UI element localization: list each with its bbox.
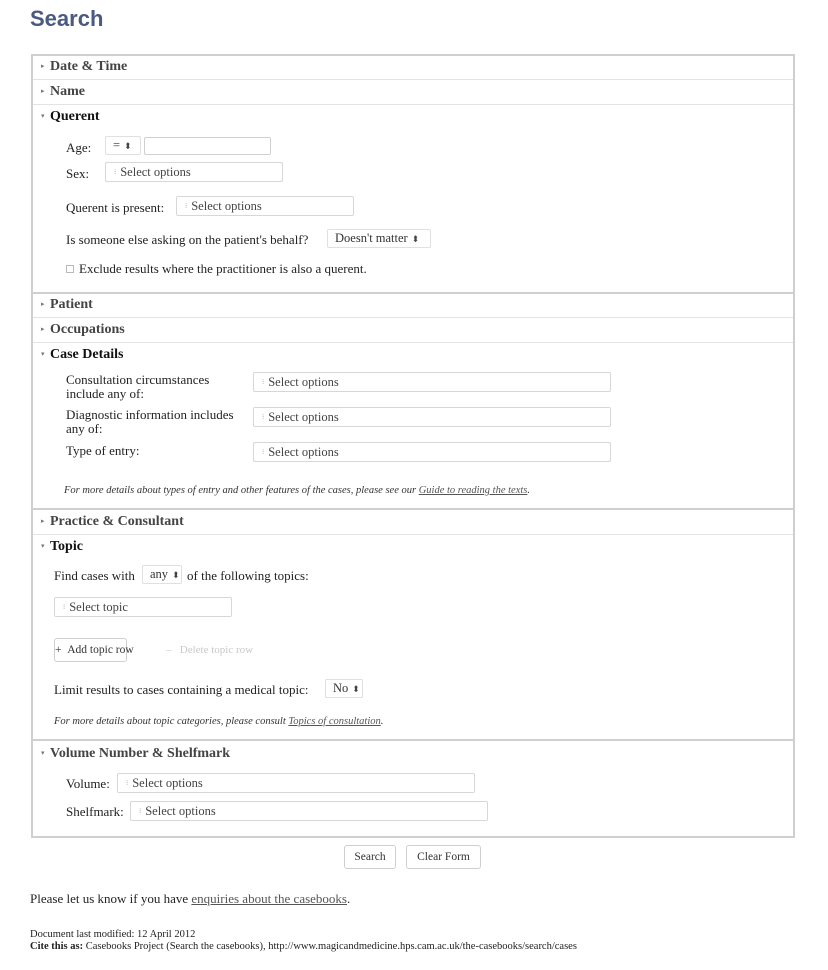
querent-present-placeholder: Select options — [191, 199, 262, 213]
querent-present-label: Querent is present: — [66, 200, 165, 215]
search-button[interactable]: Search — [344, 845, 396, 869]
section-header-querent[interactable] — [41, 109, 100, 125]
plus-icon: + — [55, 644, 62, 656]
section-title: Case Details — [50, 347, 124, 362]
age-input[interactable] — [144, 137, 271, 155]
age-operator-value: = — [113, 138, 121, 152]
section-header-occupations[interactable] — [41, 322, 125, 338]
clear-form-button[interactable]: Clear Form — [406, 845, 481, 869]
entry-type-placeholder: Select options — [268, 445, 339, 459]
search-form — [31, 54, 795, 838]
age-label: Age: — [66, 140, 92, 155]
select-dots-icon: ⁝ — [262, 378, 265, 386]
triangle-right-icon: ▸ — [41, 62, 45, 70]
triangle-down-icon: ▾ — [41, 112, 45, 120]
section-header-volume[interactable] — [41, 746, 230, 762]
limit-medical-value: No — [333, 681, 349, 695]
topic-placeholder: Select topic — [69, 600, 128, 614]
age-operator-select[interactable] — [105, 136, 141, 155]
triangle-right-icon: ▸ — [41, 517, 45, 525]
citation — [30, 941, 577, 952]
circumstances-select[interactable] — [253, 372, 611, 392]
section-title: Occupations — [50, 322, 125, 337]
cite-label: Cite this as: — [30, 941, 84, 952]
page-title: Search — [30, 6, 104, 31]
section-case-details — [33, 344, 793, 510]
limit-medical-select[interactable] — [325, 679, 363, 698]
following-topics-label: of the following topics: — [187, 568, 309, 583]
note-suffix: . — [527, 485, 530, 496]
note-text: For more details about types of entry and other features of the cases, please see our — [64, 485, 419, 496]
querent-present-select[interactable] — [176, 196, 354, 216]
find-cases-label: Find cases with — [54, 568, 135, 583]
diagnostic-placeholder: Select options — [268, 410, 339, 424]
entry-type-select[interactable] — [253, 442, 611, 462]
volume-label: Volume: — [66, 776, 110, 791]
triangle-right-icon: ▸ — [41, 87, 45, 95]
updown-icon: ⬍ — [352, 684, 360, 694]
section-header-date-time[interactable] — [41, 59, 127, 75]
section-header-topic[interactable] — [41, 539, 83, 555]
case-details-note — [64, 485, 530, 496]
guide-reading-texts-link[interactable]: Guide to reading the texts — [418, 485, 528, 496]
triangle-right-icon: ▸ — [41, 300, 45, 308]
section-volume — [33, 743, 793, 836]
topics-consultation-link[interactable]: Topics of consultation — [288, 716, 381, 727]
add-topic-row-button[interactable] — [54, 638, 134, 662]
section-occupations — [33, 319, 793, 343]
section-header-patient[interactable] — [41, 297, 93, 313]
updown-icon: ⬍ — [411, 234, 420, 244]
select-dots-icon: ⁝ — [262, 413, 265, 421]
shelfmark-label: Shelfmark: — [66, 804, 124, 819]
section-querent — [33, 106, 793, 294]
triangle-down-icon: ▾ — [41, 542, 45, 550]
section-patient — [33, 294, 793, 318]
diagnostic-label: Diagnostic information includes any of: — [66, 407, 234, 436]
topic-match-value: any — [150, 567, 169, 581]
add-topic-row-label: Add topic row — [67, 644, 134, 656]
section-name — [33, 81, 793, 105]
last-modified: Document last modified: 12 April 2012 — [30, 929, 196, 940]
section-practice — [33, 511, 793, 535]
select-dots-icon: ⁝ — [63, 603, 66, 611]
triangle-down-icon: ▾ — [41, 749, 45, 757]
select-dots-icon: ⁝ — [139, 807, 142, 815]
updown-icon: ⬍ — [124, 141, 132, 151]
shelfmark-placeholder: Select options — [145, 804, 216, 818]
delete-topic-row-label: Delete topic row — [179, 644, 254, 656]
section-title: Querent — [50, 109, 100, 124]
entry-type-label: Type of entry: — [66, 443, 140, 458]
triangle-right-icon: ▸ — [41, 325, 45, 333]
section-title: Volume Number & Shelfmark — [50, 746, 231, 761]
section-header-case-details[interactable] — [41, 347, 124, 363]
behalf-select[interactable] — [327, 229, 431, 248]
section-title: Date & Time — [50, 59, 128, 74]
delete-topic-row-button[interactable] — [166, 644, 253, 656]
diagnostic-select[interactable] — [253, 407, 611, 427]
topic-match-select[interactable] — [142, 565, 182, 584]
shelfmark-select[interactable] — [130, 801, 488, 821]
updown-icon: ⬍ — [172, 570, 180, 580]
cite-text: Casebooks Project (Search the casebooks), http://www.magicandmedicine.hps.cam.ac.uk/the-casebooks/search/cases — [83, 941, 577, 952]
section-header-practice[interactable] — [41, 514, 184, 530]
limit-medical-label: Limit results to cases containing a medical topic: — [54, 682, 309, 697]
enquiry-prefix: Please let us know if you have — [30, 891, 192, 906]
circumstances-placeholder: Select options — [268, 375, 339, 389]
select-dots-icon: ⁝ — [185, 202, 188, 210]
enquiries-link[interactable]: enquiries about the casebooks — [191, 891, 347, 906]
circumstances-label: Consultation circumstances include any of: — [66, 372, 210, 401]
minus-icon: – — [166, 644, 172, 656]
volume-placeholder: Select options — [132, 776, 203, 790]
topic-select[interactable] — [54, 597, 232, 617]
section-title: Patient — [50, 297, 93, 312]
note-text: For more details about topic categories, please consult — [54, 716, 289, 727]
exclude-practitioner-label: Exclude results where the practitioner is also a querent. — [79, 261, 367, 276]
section-date-time — [33, 56, 793, 80]
section-topic — [33, 536, 793, 741]
section-header-name[interactable] — [41, 84, 85, 100]
triangle-down-icon: ▾ — [41, 350, 45, 358]
behalf-value: Doesn't matter — [335, 231, 408, 245]
select-dots-icon: ⁝ — [262, 448, 265, 456]
behalf-label: Is someone else asking on the patient's behalf? — [66, 232, 309, 247]
sex-select[interactable] — [105, 162, 283, 182]
exclude-practitioner-checkbox[interactable] — [66, 265, 74, 273]
topic-note — [54, 716, 383, 727]
section-title: Topic — [50, 539, 83, 554]
volume-select[interactable] — [117, 773, 475, 793]
sex-placeholder: Select options — [120, 165, 191, 179]
section-title: Name — [50, 84, 85, 99]
enquiry-suffix: . — [346, 891, 351, 906]
enquiry-text — [30, 891, 350, 907]
note-suffix: . — [380, 716, 384, 727]
sex-label: Sex: — [66, 166, 90, 181]
select-dots-icon: ⁝ — [126, 779, 129, 787]
section-title: Practice & Consultant — [50, 514, 184, 529]
select-dots-icon: ⁝ — [114, 168, 117, 176]
